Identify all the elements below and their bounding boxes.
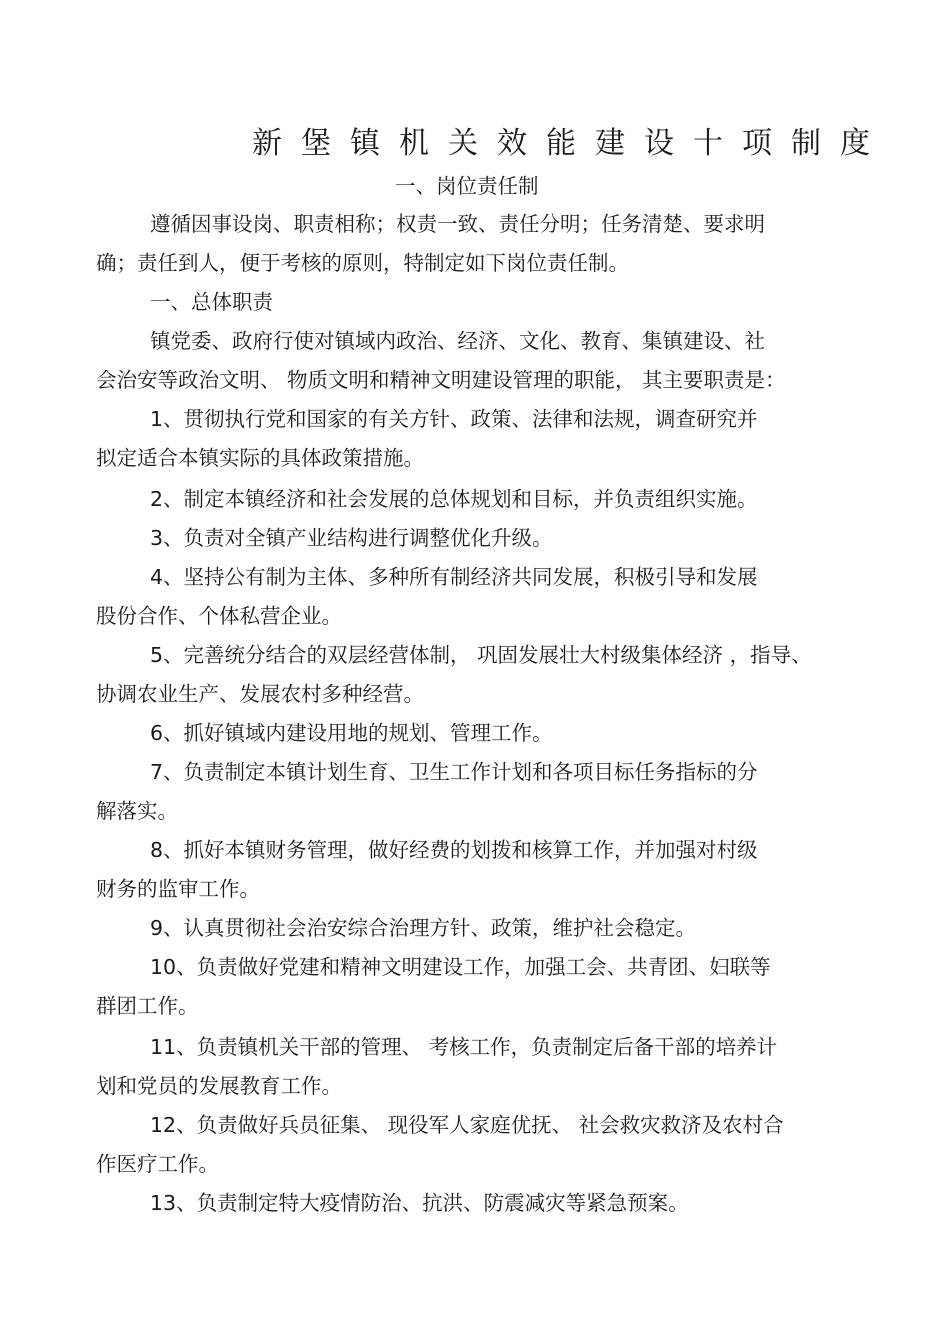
list-item-line: 6、抓好镇域内建设用地的规划、管理工作。: [150, 721, 553, 745]
list-item-line: 3、负责对全镇产业结构进行调整优化升级。: [150, 526, 553, 550]
list-item-line: 10、负责做好党建和精神文明建设工作，加强工会、共青团、妇联等: [150, 955, 771, 979]
list-item-line: 12、负责做好兵员征集、 现役军人家庭优抚、 社会救灾救济及农村合: [150, 1113, 784, 1137]
list-item-line: 划和党员的发展教育工作。: [96, 1074, 342, 1098]
subsection-heading: 一、总体职责: [150, 290, 273, 314]
paragraph-line: 镇党委、政府行使对镇域内政治、经济、文化、教育、集镇建设、社: [150, 329, 765, 353]
list-item-line: 股份合作、个体私营企业。: [96, 604, 342, 628]
list-item-line: 7、负责制定本镇计划生育、卫生工作计划和各项目标任务指标的分: [150, 760, 758, 784]
list-item-line: 9、认真贯彻社会治安综合治理方针、政策，维护社会稳定。: [150, 916, 697, 940]
paragraph-line: 会治安等政治文明、 物质文明和精神文明建设管理的职能， 其主要职责是：: [96, 368, 786, 392]
list-item-line: 解落实。: [96, 799, 178, 823]
list-item-line: 拟定适合本镇实际的具体政策措施。: [96, 446, 424, 470]
list-item-line: 群团工作。: [96, 994, 199, 1018]
document-title: 新堡镇机关效能建设十项制度: [252, 126, 889, 161]
list-item-line: 13、负责制定特大疫情防治、抗洪、防震减灾等紧急预案。: [150, 1191, 689, 1215]
list-item-line: 11、负责镇机关干部的管理、 考核工作，负责制定后备干部的培养计: [150, 1035, 778, 1059]
paragraph-line: 遵循因事设岗、职责相称；权责一致、责任分明；任务清楚、要求明: [150, 212, 765, 236]
list-item-line: 8、抓好本镇财务管理，做好经费的划拨和核算工作，并加强对村级: [150, 838, 758, 862]
paragraph-line: 确；责任到人，便于考核的原则，特制定如下岗位责任制。: [96, 251, 629, 275]
list-item-line: 财务的监审工作。: [96, 877, 260, 901]
list-item-line: 作医疗工作。: [96, 1152, 219, 1176]
list-item-line: 4、坚持公有制为主体、多种所有制经济共同发展，积极引导和发展: [150, 565, 758, 589]
list-item-line: 1、贯彻执行党和国家的有关方针、政策、法律和法规，调查研究并: [150, 407, 758, 431]
list-item-line: 2、制定本镇经济和社会发展的总体规划和目标，并负责组织实施。: [150, 487, 758, 511]
list-item-line: 协调农业生产、发展农村多种经营。: [96, 682, 424, 706]
section-title: 一、岗位责任制: [395, 174, 539, 198]
list-item-line: 5、完善统分结合的双层经营体制， 巩固发展壮大村级集体经济 ，指导、: [150, 643, 812, 667]
